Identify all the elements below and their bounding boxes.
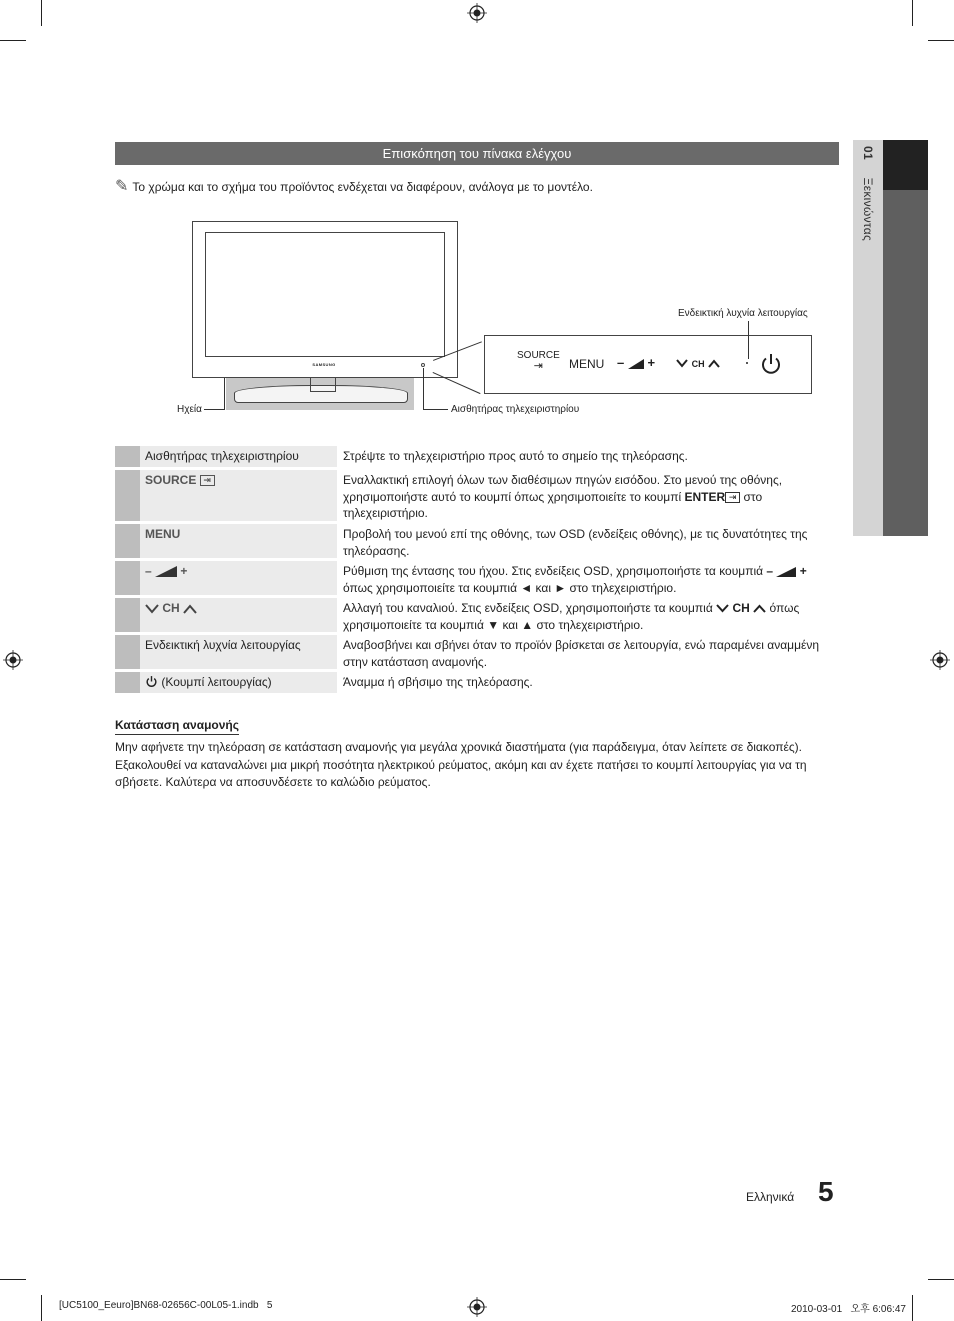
leader-line — [204, 409, 224, 410]
crop-mark — [41, 1295, 42, 1321]
row-name: Ενδεικτική λυχνία λειτουργίας — [140, 635, 337, 669]
chevron-up-icon — [708, 359, 720, 368]
source-label: SOURCE — [517, 350, 560, 361]
registration-mark-icon — [3, 650, 23, 670]
row-name: (Κουμπί λειτουργίας) — [140, 672, 337, 693]
chapter-number: 01 — [861, 146, 875, 160]
print-slug-file: [UC5100_Eeuro]BN68-02656C-00L05-1.indb 5 — [59, 1300, 273, 1311]
chevron-down-icon — [716, 604, 729, 613]
leader-line — [224, 378, 225, 410]
tv-stand-neck — [310, 378, 336, 392]
side-tab-dark — [883, 140, 928, 536]
channel-label: CH — [691, 359, 705, 369]
power-indicator-led — [746, 362, 748, 364]
volume-up-icon: + — [180, 564, 188, 578]
menu-button: MENU — [569, 357, 605, 371]
volume-down-icon: – — [766, 564, 774, 578]
row-desc: Αλλαγή του καναλιού. Στις ενδείξεις OSD, χρησιμοποιήστε τα κουμπιά CH όπως χρησιμοποιείτε τα κουμπιά ▼ και ▲ στο τηλεχειριστήριο. — [343, 601, 800, 632]
crop-mark — [41, 0, 42, 26]
tv-brand-logo: SAMSUNG — [312, 362, 336, 367]
crop-mark — [0, 40, 26, 41]
row-name: SOURCE ⇥ — [140, 470, 337, 521]
row-desc: Αναβοσβήνει και σβήνει όταν το προϊόν βρίσκεται σε λειτουργία, ενώ παραμένει αναμμένη στην κατάσταση αναμονής. — [343, 638, 820, 669]
note — [115, 176, 593, 196]
side-tab-marker — [883, 140, 928, 190]
chapter-title: Ξεκινώντας — [861, 177, 875, 242]
chevron-down-icon — [145, 604, 159, 614]
row-name — [140, 561, 337, 595]
volume-buttons — [617, 355, 655, 370]
power-icon — [145, 675, 158, 688]
crop-mark — [0, 1279, 26, 1280]
print-slug-date: 2010-03-01 오후 6:06:47 — [791, 1304, 906, 1315]
leader-line — [748, 321, 749, 359]
volume-ramp-icon — [155, 566, 177, 577]
page-number: 5 — [818, 1176, 834, 1207]
volume-up-icon: + — [799, 564, 807, 578]
standby-paragraph: Μην αφήνετε την τηλεόραση σε κατάσταση αναμονής για μεγάλα χρονικά διαστήματα (για παράδειγμα, όταν λείπετε σε διακοπές). Εξακολουθεί να καταναλώνει μια μικρή ποσότητα ηλεκτρικού ρεύματος, ακόμη και αν έχετε πατήσει το κουμπί λειτουργίας για να τη σβήσετε. Καλύτερα να αποσυνδέσετε το καλώδιο ρεύματος. — [115, 740, 807, 789]
volume-up-icon: + — [647, 355, 656, 370]
power-icon — [759, 352, 783, 376]
row-desc: Εναλλακτική επιλογή όλων των διαθέσιμων πηγών εισόδου. Στο μενού της οθόνης, χρησιμοποιήστε αυτό το κουμπί όπως χρησιμοποιείτε το κουμπί ENTER ⇥ στο τηλεχειριστήριο. — [343, 473, 783, 520]
section-title: Επισκόπηση του πίνακα ελέγχου — [115, 142, 839, 165]
source-icon: ⇥ — [200, 475, 215, 486]
leader-line — [423, 368, 424, 410]
crop-mark — [928, 40, 954, 41]
row-name: Αισθητήρας τηλεχειριστηρίου — [140, 446, 337, 467]
chevron-up-icon — [753, 604, 766, 613]
row-name: CH — [140, 598, 337, 632]
channel-buttons — [676, 355, 720, 370]
row-desc: Προβολή του μενού επί της οθόνης, των OSD (ενδείξεις οθόνης), με τις δυνατότητες της τηλεόρασης. — [343, 527, 808, 558]
row-desc: Άναμμα ή σβήσιμο της τηλεόρασης. — [343, 675, 533, 689]
source-icon: ⇥ — [533, 360, 543, 372]
volume-ramp-icon — [776, 567, 796, 577]
label-power-led: Ενδεικτική λυχνία λειτουργίας — [678, 308, 808, 319]
volume-down-icon: – — [617, 355, 625, 370]
row-desc: Στρέψτε το τηλεχειριστήριο προς αυτό το σημείο της τηλεόρασης. — [343, 449, 688, 463]
volume-down-icon: – — [145, 564, 152, 578]
tv-screen — [205, 232, 445, 357]
crop-mark — [912, 1295, 913, 1321]
volume-ramp-icon — [628, 359, 644, 369]
row-name: MENU — [140, 524, 337, 558]
note-text: Το χρώμα και το σχήμα του προϊόντος ενδέχεται να διαφέρουν, ανάλογα με το μοντέλο. — [132, 180, 593, 194]
tv-remote-sensor — [421, 363, 425, 367]
label-speakers: Ηχεία — [177, 404, 202, 415]
chevron-up-icon — [183, 604, 197, 614]
enter-icon: ⇥ — [725, 492, 740, 503]
crop-mark — [928, 1279, 954, 1280]
label-remote-sensor: Αισθητήρας τηλεχειριστηρίου — [451, 404, 580, 415]
note-pencil-icon: ✎ — [115, 178, 129, 195]
registration-mark-icon — [467, 1297, 487, 1317]
standby-heading: Κατάσταση αναμονής — [115, 718, 239, 735]
row-desc: Ρύθμιση της έντασης του ήχου. Στις ενδείξεις OSD, χρησιμοποιήστε τα κουμπιά – + όπως χρησιμοποιείτε τα κουμπιά ◄ και ► στο τηλεχειριστήριο. — [343, 564, 807, 595]
chevron-down-icon — [676, 359, 688, 368]
leader-line — [423, 409, 448, 410]
side-tab-label — [856, 146, 880, 241]
registration-mark-icon — [930, 650, 950, 670]
registration-mark-icon — [467, 3, 487, 23]
crop-mark — [912, 0, 913, 26]
source-button — [517, 350, 560, 372]
footer-language: Ελληνικά — [746, 1190, 795, 1204]
